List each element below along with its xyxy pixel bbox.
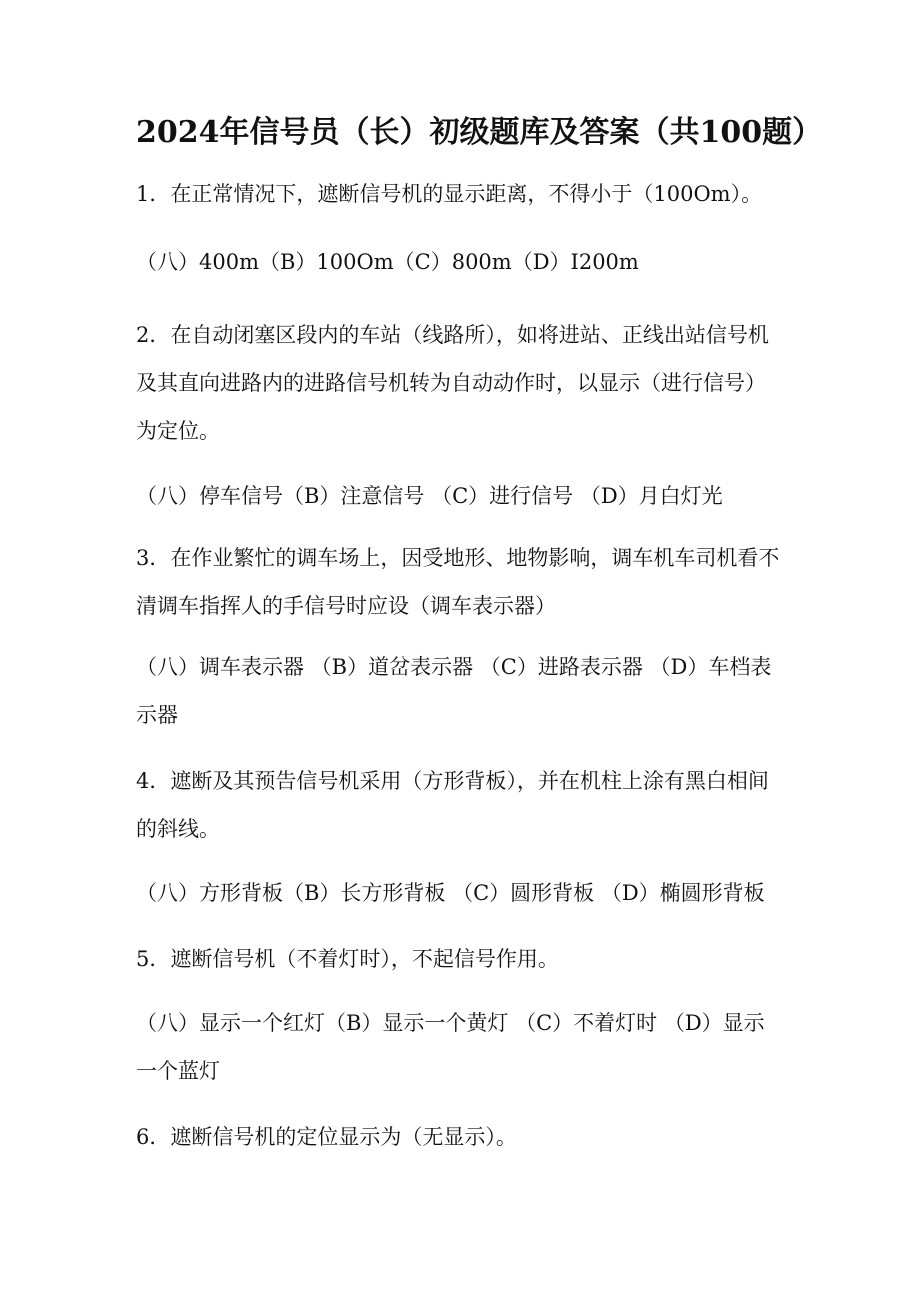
question-4-options: （八）方形背板（B）长方形背板 （C）圆形背板 （D）椭圆形背板: [136, 881, 765, 905]
question-5-options-line-2: 一个蓝灯: [136, 1059, 220, 1083]
question-4-text-line-1: 4．遮断及其预告信号机采用（方形背板），并在机柱上涂有黑白相间: [136, 769, 769, 793]
question-2-text-line-1: 2．在自动闭塞区段内的车站（线路所），如将进站、正线出站信号机: [136, 323, 769, 347]
question-3-text-line-2: 清调车指挥人的手信号时应设（调车表示器）: [136, 594, 556, 618]
question-3-options-line-2: 示器: [136, 703, 178, 727]
question-1-options: （八）400m（B）100Om（C）800m（D）I200m: [136, 250, 639, 274]
question-2-text-line-2: 及其直向进路内的进路信号机转为自动动作时，以显示（进行信号）: [136, 371, 766, 395]
question-1-text: 1．在正常情况下，遮断信号机的显示距离，不得小于（100Om）。: [136, 182, 763, 206]
question-2-text-line-3: 为定位。: [136, 419, 220, 443]
document-title: 2024年信号员（长）初级题库及答案（共100题）: [136, 115, 823, 150]
question-5-options-line-1: （八）显示一个红灯（B）显示一个黄灯 （C）不着灯时 （D）显示: [136, 1011, 765, 1035]
question-4-text-line-2: 的斜线。: [136, 817, 220, 841]
question-2-options: （八）停车信号（B）注意信号 （C）进行信号 （D）月白灯光: [136, 484, 723, 508]
question-3-options-line-1: （八）调车表示器 （B）道岔表示器 （C）进路表示器 （D）车档表: [136, 655, 772, 679]
question-6-text: 6．遮断信号机的定位显示为（无显示）。: [136, 1125, 517, 1149]
question-5-text: 5．遮断信号机（不着灯时），不起信号作用。: [136, 947, 559, 971]
question-3-text-line-1: 3．在作业繁忙的调车场上，因受地形、地物影响，调车机车司机看不: [136, 546, 780, 570]
